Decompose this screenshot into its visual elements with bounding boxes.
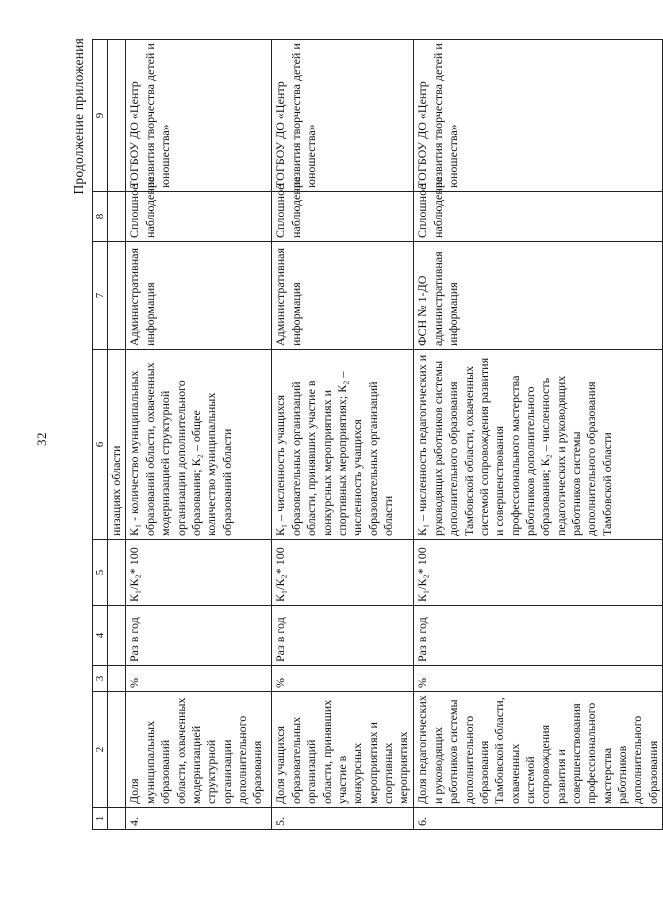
indicator-unit: % xyxy=(272,666,414,692)
indicator-name: Доля педагогических и руководящих работников системы дополнительного образования Тамбовской области, охваченных системой сопровождения развития и совершенствования профессионального мастерства работников дополнительного образования xyxy=(414,692,663,808)
data-source: Административная информация xyxy=(126,242,272,350)
responsible-organization: ТОГБОУ ДО «Центр развития творчества детей и юношества» xyxy=(126,40,272,192)
column-number: 6 xyxy=(93,350,108,540)
responsible-organization: ТОГБОУ ДО «Центр развития творчества детей и юношества» xyxy=(414,40,663,192)
indicator-frequency: Раз в год xyxy=(272,606,414,666)
data-source: ФСН № 1-ДО административная информация xyxy=(414,242,663,350)
appendix-title: Продолжение приложения xyxy=(71,38,86,195)
indicator-definition: К₁ – численность учащихся образовательных организаций области, принявших участие в конкурсных мероприятиях и спортивных мероприятиях; К₂ – численность учащихся образовательных организаций области xyxy=(272,350,414,540)
continued-definition: низациях области xyxy=(108,350,126,540)
indicator-unit: % xyxy=(126,666,272,692)
column-number: 4 xyxy=(93,606,108,666)
column-number: 8 xyxy=(93,192,108,242)
indicator-formula: К₁/К₂* 100 xyxy=(414,540,663,606)
table-row xyxy=(126,40,272,830)
column-number: 5 xyxy=(93,540,108,606)
table-row xyxy=(272,40,414,830)
data-source: Административная информация xyxy=(272,242,414,350)
indicator-definition: К₁ - количество муниципальных образований области, охваченных модернизацией структурной организации дополнительного образования; К₂ – общее количество муниципальных образований области xyxy=(126,350,272,540)
indicators-table xyxy=(92,39,663,830)
column-number-row xyxy=(93,40,108,830)
collection-method: Сплошное наблюдение xyxy=(272,192,414,242)
column-number: 3 xyxy=(93,666,108,692)
indicator-name: Доля муниципальных образований области, охваченных модернизацией структурной организации дополнительного образования xyxy=(126,692,272,808)
indicator-formula: К₁/К₂* 100 xyxy=(272,540,414,606)
collection-method: Сплошное наблюдение xyxy=(126,192,272,242)
indicator-unit: % xyxy=(414,666,663,692)
indicator-frequency: Раз в год xyxy=(414,606,663,666)
collection-method: Сплошное наблюдение xyxy=(414,192,663,242)
table-row xyxy=(414,40,663,830)
row-number: 4. xyxy=(126,808,272,830)
indicator-name: Доля учащихся образовательных организаций области, принявших участие в конкурсных мероприятиях и спортивных мероприятиях xyxy=(272,692,414,808)
row-number: 5. xyxy=(272,808,414,830)
row-number: 6. xyxy=(414,808,663,830)
rotated-page-content xyxy=(70,30,660,830)
indicator-definition: К₁ – численность педагогических и руководящих работников системы дополнительного образования Тамбовской области, охваченных системой сопровождения развития и совершенствования профессионального мастерства работников дополнительного образования; К₂ – численность педагогических и руководящих работников системы дополнительного образования Тамбовской области xyxy=(414,350,663,540)
page-number: 32 xyxy=(34,432,49,446)
column-number: 1 xyxy=(93,808,108,830)
column-number: 2 xyxy=(93,692,108,808)
column-number: 9 xyxy=(93,40,108,192)
continuation-row xyxy=(108,40,126,830)
indicator-frequency: Раз в год xyxy=(126,606,272,666)
column-number: 7 xyxy=(93,242,108,350)
responsible-organization: ТОГБОУ ДО «Центр развития творчества детей и юношества» xyxy=(272,40,414,192)
indicator-formula: К₁/К₂* 100 xyxy=(126,540,272,606)
